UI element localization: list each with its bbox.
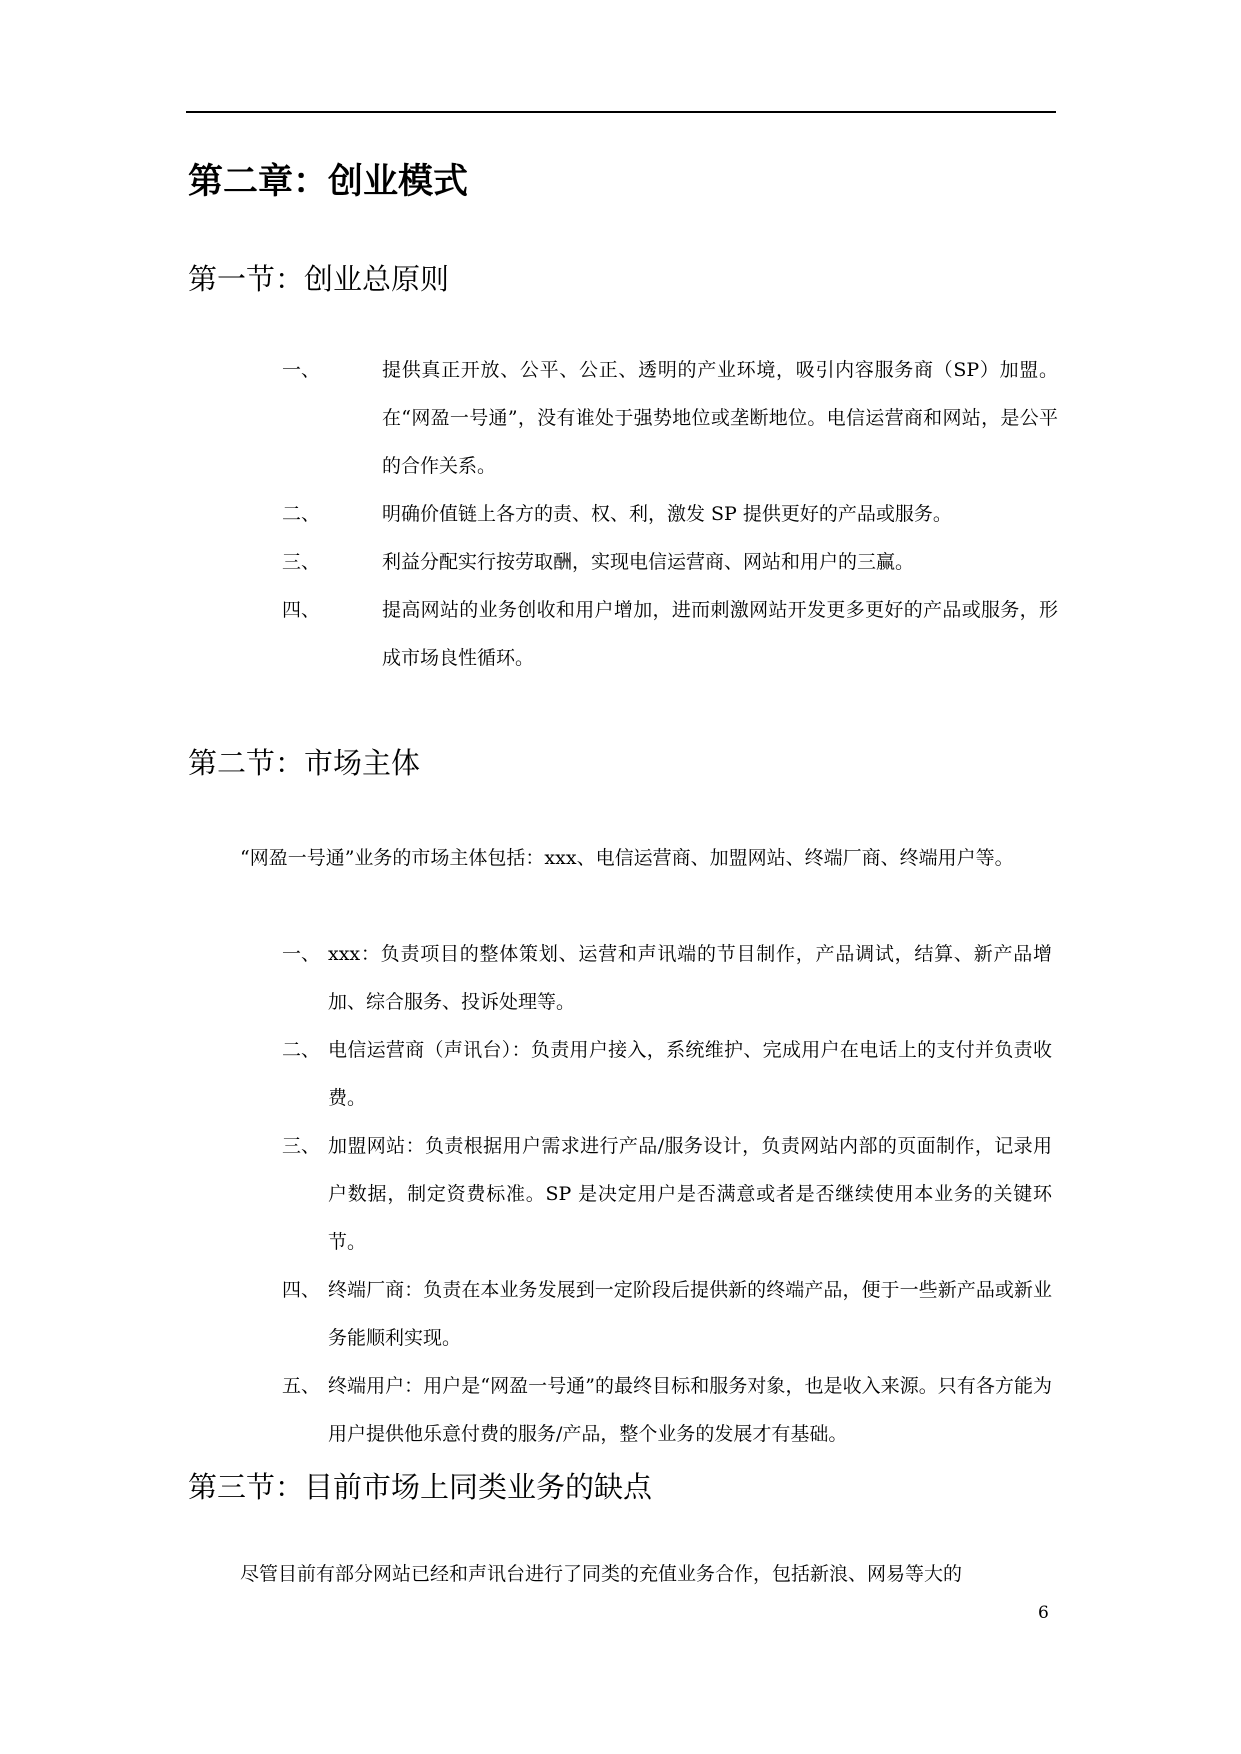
list-item-number: 二、 — [282, 503, 321, 525]
list-item-number: 三、 — [282, 551, 321, 573]
list-item-number: 一、 — [282, 943, 321, 965]
section-1-title: 第一节：创业总原则 — [188, 262, 450, 296]
list-item-text: 明确价值链上各方的责、权、利，激发 SP 提供更好的产品或服务。 — [382, 503, 952, 525]
section-3-intro: 尽管目前有部分网站已经和声讯台进行了同类的充值业务合作，包括新浪、网易等大的 — [240, 1563, 963, 1585]
list-item — [186, 490, 1066, 538]
list-item-text: 提高网站的业务创收和用户增加，进而刺激网站开发更多更好的产品或服务，形成市场良性循环。 — [382, 599, 1058, 669]
list-item-text: 加盟网站：负责根据用户需求进行产品/服务设计，负责网站内部的页面制作，记录用户数据，制定资费标准。SP 是决定用户是否满意或者是否继续使用本业务的关键环节。 — [328, 1135, 1052, 1253]
list-item-number: 二、 — [282, 1039, 321, 1061]
list-item-text: 终端厂商：负责在本业务发展到一定阶段后提供新的终端产品，便于一些新产品或新业务能顺利实现。 — [328, 1279, 1052, 1349]
list-item — [186, 1362, 1066, 1458]
chapter-title: 第二章：创业模式 — [188, 162, 469, 202]
list-item — [186, 1026, 1066, 1122]
list-item-text: 终端用户：用户是“网盈一号通”的最终目标和服务对象，也是收入来源。只有各方能为用户提供他乐意付费的服务/产品，整个业务的发展才有基础。 — [328, 1375, 1052, 1445]
list-item — [186, 930, 1066, 1026]
list-item-number: 三、 — [282, 1135, 321, 1157]
list-item — [186, 586, 1066, 682]
list-item — [186, 346, 1066, 490]
section-2-list — [186, 930, 1066, 1458]
section-2-intro: “网盈一号通”业务的市场主体包括：xxx、电信运营商、加盟网站、终端厂商、终端用户等。 — [240, 847, 1014, 869]
list-item-number: 四、 — [282, 599, 321, 621]
list-item-text: 利益分配实行按劳取酬，实现电信运营商、网站和用户的三赢。 — [382, 551, 915, 573]
list-item-number: 一、 — [282, 359, 321, 381]
list-item-number: 四、 — [282, 1279, 321, 1301]
section-1-list — [186, 346, 1066, 682]
list-item-text: 提供真正开放、公平、公正、透明的产业环境，吸引内容服务商（SP）加盟。在“网盈一号通”，没有谁处于强势地位或垄断地位。电信运营商和网站，是公平的合作关系。 — [382, 359, 1058, 477]
header-rule — [186, 111, 1056, 113]
section-2-title: 第二节：市场主体 — [188, 746, 421, 780]
list-item — [186, 538, 1066, 586]
section-3-title: 第三节：目前市场上同类业务的缺点 — [188, 1470, 653, 1504]
list-item — [186, 1122, 1066, 1266]
list-item — [186, 1266, 1066, 1362]
list-item-text: 电信运营商（声讯台）：负责用户接入，系统维护、完成用户在电话上的支付并负责收费。 — [328, 1039, 1052, 1109]
page-number: 6 — [1038, 1603, 1049, 1623]
list-item-text: xxx：负责项目的整体策划、运营和声讯端的节目制作，产品调试，结算、新产品增加、综合服务、投诉处理等。 — [328, 943, 1052, 1013]
list-item-number: 五、 — [282, 1375, 321, 1397]
